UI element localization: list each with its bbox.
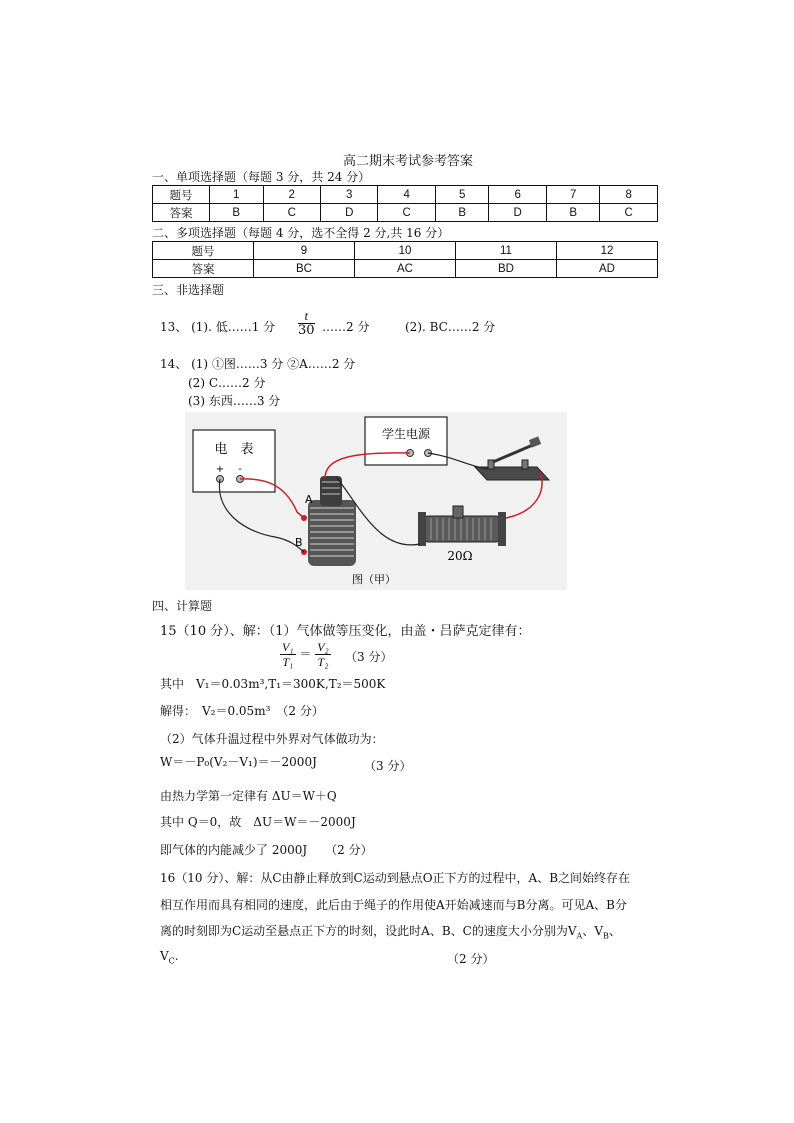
figure-caption: 图（甲） xyxy=(352,573,396,586)
answer-cell: BD xyxy=(456,260,557,278)
power-supply-box xyxy=(365,417,447,465)
rheostat-label: 20Ω xyxy=(447,549,473,563)
page-title: 高二期末考试参考答案 xyxy=(343,154,474,169)
q16-line4 xyxy=(160,949,179,965)
row-label: 答案 xyxy=(153,260,254,278)
fraction-denominator: T₁ xyxy=(282,655,294,669)
period: . xyxy=(174,949,179,963)
velocity-symbol: V xyxy=(160,949,169,963)
row-label: 题号 xyxy=(153,242,254,260)
coil-b-label: B xyxy=(295,536,303,549)
circuit-figure xyxy=(185,412,567,590)
answer-cell: C xyxy=(378,204,435,222)
q15-eq-score: （3 分） xyxy=(345,650,393,664)
question-number: 6 xyxy=(489,186,546,204)
question-number: 5 xyxy=(435,186,489,204)
meter-plus-label: + xyxy=(215,464,225,475)
answer-cell: B xyxy=(546,204,600,222)
separator: 、V xyxy=(582,924,603,938)
q15-q-zero: 其中 Q＝0，故 ΔU＝W＝－2000J xyxy=(160,815,356,829)
subscript-c: C xyxy=(168,956,175,966)
multi-choice-table xyxy=(152,241,658,278)
answer-cell: D xyxy=(320,204,377,222)
fraction-denominator: T₂ xyxy=(317,655,329,669)
q15-work-equation: W＝－P₀(V₂－V₁)＝－2000J xyxy=(160,755,317,769)
q13-part1: 13、 (1). 低……1 分 xyxy=(160,320,276,334)
q16-line2: 相互作用而具有相同的速度，此后由于绳子的作用使A开始减速而与B分离。可见A、B分 xyxy=(160,898,627,912)
section4-heading: 四、计算题 xyxy=(152,599,213,613)
row-label: 答案 xyxy=(153,204,210,222)
q15-work-score: （3 分） xyxy=(364,759,412,773)
subscript-b: B xyxy=(602,931,609,941)
question-number: 7 xyxy=(546,186,600,204)
fraction-denominator: 30 xyxy=(298,323,315,338)
q15-intro: 15（10 分）、解：（1）气体做等压变化，由盖・吕萨克定律有： xyxy=(160,624,531,639)
q14-line2: (2) C……2 分 xyxy=(188,376,266,390)
q15-given: 其中 V₁＝0.03m³,T₁＝300K,T₂＝500K xyxy=(160,677,386,691)
meter-label: 电 表 xyxy=(214,442,254,457)
question-number: 4 xyxy=(378,186,435,204)
answer-cell: AD xyxy=(557,260,658,278)
q15-part2-intro: （2）气体升温过程中外界对气体做功为： xyxy=(160,732,384,746)
fraction-numerator: V₁ xyxy=(282,640,294,654)
table-row xyxy=(153,260,658,278)
question-number: 3 xyxy=(320,186,377,204)
q13-part2: (2). BC……2 分 xyxy=(405,320,496,334)
fraction-numerator: V₂ xyxy=(317,640,329,654)
q15-first-law: 由热力学第一定律有 ΔU＝W＋Q xyxy=(160,789,337,803)
q16-line1: 16（10 分）、解：从C由静止释放到C运动到悬点O正下方的过程中，A、B之间始终存在 xyxy=(160,871,631,885)
question-number: 11 xyxy=(456,242,557,260)
question-number: 9 xyxy=(254,242,355,260)
section2-heading: 二、多项选择题（每题 4 分，选不全得 2 分,共 16 分） xyxy=(152,226,450,240)
q16-line3 xyxy=(160,922,621,940)
switch-post xyxy=(522,460,528,469)
q16-line3-text: 离的时刻即为C运动至悬点正下方的时刻，设此时A、B、C的速度大小分别为V xyxy=(160,924,577,938)
table-row xyxy=(153,242,658,260)
q14-line1: 14、 (1) ①图……3 分 ②A……2 分 xyxy=(160,357,356,371)
q14-line3: (3) 东西……3 分 xyxy=(188,394,281,408)
q15-result: 解得： V₂＝0.05m³ （2 分） xyxy=(160,704,324,718)
question-number: 1 xyxy=(210,186,264,204)
table-row xyxy=(153,186,658,204)
q13-score: ……2 分 xyxy=(322,320,370,334)
answer-cell: D xyxy=(489,204,546,222)
answer-cell: B xyxy=(435,204,489,222)
rheostat-end xyxy=(418,512,426,546)
section3-heading: 三、非选择题 xyxy=(152,283,225,297)
separator: 、 xyxy=(608,924,621,938)
question-number: 2 xyxy=(263,186,320,204)
q15-conclusion: 即气体的内能减少了 2000J （2 分） xyxy=(160,843,373,857)
single-choice-table xyxy=(152,185,658,222)
subscript-a: A xyxy=(576,931,583,941)
fraction-numerator: t xyxy=(298,309,315,324)
rheostat-end xyxy=(498,512,506,546)
q13-fraction xyxy=(298,309,315,338)
answer-cell: B xyxy=(210,204,264,222)
meter-box xyxy=(193,430,275,492)
rheostat-body xyxy=(425,516,499,542)
power-supply-label: 学生电源 xyxy=(381,427,431,441)
question-number: 10 xyxy=(355,242,456,260)
answer-cell: C xyxy=(600,204,658,222)
meter-minus-label: - xyxy=(238,464,242,475)
q16-score: （2 分） xyxy=(447,952,495,966)
answer-cell: AC xyxy=(355,260,456,278)
table-row xyxy=(153,204,658,222)
question-number: 12 xyxy=(557,242,658,260)
coil-a-label: A xyxy=(305,493,313,506)
answer-cell: BC xyxy=(254,260,355,278)
question-number: 8 xyxy=(600,186,658,204)
row-label: 题号 xyxy=(153,186,210,204)
q15-equation: $\frac{\text{V₁}}{\text{T₁}}$ ＝ $\frac{\text{V₂}}{\text{T₂}}$ xyxy=(282,640,329,669)
rheostat-slider xyxy=(453,506,463,518)
answer-cell: C xyxy=(263,204,320,222)
section1-heading: 一、单项选择题（每题 3 分，共 24 分） xyxy=(152,170,371,184)
